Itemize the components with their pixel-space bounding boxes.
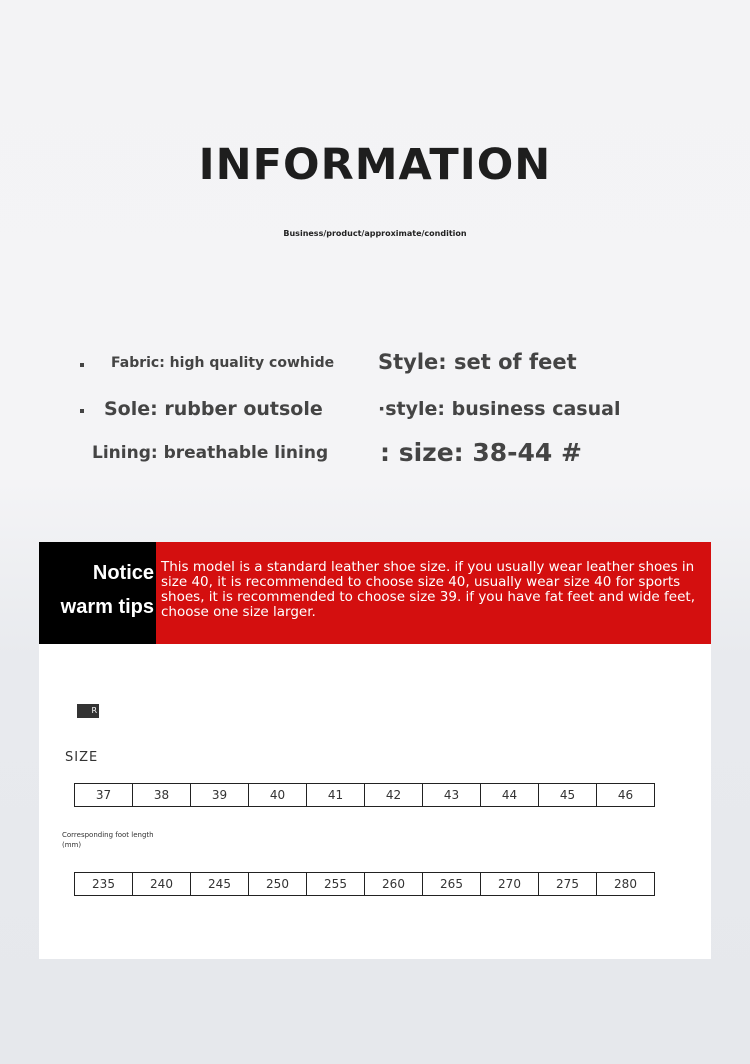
foot-length-label <box>62 830 154 850</box>
spec-size: : size: 38-44 # <box>380 438 582 467</box>
notice-text: This model is a standard leather shoe size. if you usually wear leather shoes in size 40, it is recommended to choose size 40, usually wear size 40 for sports shoes, it is recommended to choose size 39. if you have fat feet and wide feet, choose one size larger. <box>161 559 695 620</box>
notice-label-box <box>39 542 156 644</box>
page-subtitle: Business/product/approximate/condition <box>283 229 467 238</box>
table-row <box>75 873 655 896</box>
foot-length-table <box>74 872 655 896</box>
foot-length-cell: 240 <box>133 873 191 896</box>
foot-length-cell: 245 <box>191 873 249 896</box>
spec-style-casual: ·style: business casual <box>378 398 621 420</box>
spec-fabric: Fabric: high quality cowhide <box>111 355 335 371</box>
foot-length-cell: 280 <box>597 873 655 896</box>
size-cell: 45 <box>539 784 597 807</box>
notice-label-line-2: warm tips <box>60 596 154 618</box>
size-table <box>74 783 655 807</box>
spec-lining: Lining: breathable lining <box>92 443 329 463</box>
size-cell: 39 <box>191 784 249 807</box>
notice-label-line-1: Notice <box>92 562 154 584</box>
size-cell: 42 <box>365 784 423 807</box>
spec-sole: Sole: rubber outsole <box>104 398 323 420</box>
size-cell: 40 <box>249 784 307 807</box>
foot-length-label-line-2: (mm) <box>62 841 82 849</box>
size-cell: 37 <box>75 784 133 807</box>
bullet-icon <box>80 409 84 413</box>
spec-style-set: Style: set of feet <box>378 350 577 374</box>
bullet-icon <box>80 363 84 367</box>
size-heading: SIZE <box>65 750 99 765</box>
foot-length-cell: 250 <box>249 873 307 896</box>
foot-length-cell: 265 <box>423 873 481 896</box>
size-cell: 44 <box>481 784 539 807</box>
size-cell: 38 <box>133 784 191 807</box>
notice-text-box <box>156 542 711 644</box>
page-title: INFORMATION <box>198 140 552 190</box>
foot-length-label-line-1: Corresponding foot length <box>62 831 154 839</box>
size-cell: 43 <box>423 784 481 807</box>
foot-length-cell: 270 <box>481 873 539 896</box>
foot-length-cell: 260 <box>365 873 423 896</box>
foot-length-cell: 275 <box>539 873 597 896</box>
notice-banner <box>39 542 711 644</box>
size-chart-panel <box>39 644 711 959</box>
foot-length-cell: 255 <box>307 873 365 896</box>
size-cell: 46 <box>597 784 655 807</box>
foot-length-cell: 235 <box>75 873 133 896</box>
size-tag: R <box>77 704 99 718</box>
size-cell: 41 <box>307 784 365 807</box>
table-row <box>75 784 655 807</box>
